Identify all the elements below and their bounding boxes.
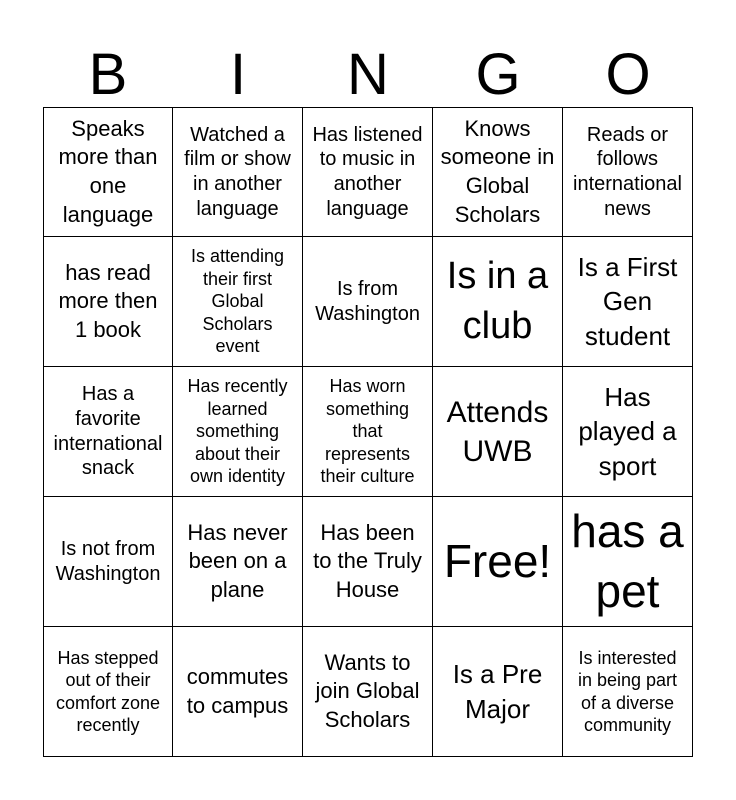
cell-text: Has recently learned something about their own identity <box>187 376 288 487</box>
title-letter-n: N <box>347 42 389 107</box>
bingo-cell[interactable] <box>173 237 303 367</box>
bingo-cell[interactable] <box>563 497 693 627</box>
cell-text: Is attending their first Global Scholars event <box>190 246 285 357</box>
bingo-board <box>43 107 693 757</box>
bingo-cell[interactable] <box>303 627 433 757</box>
cell-text: Is from Washington <box>315 277 420 325</box>
bingo-cell[interactable] <box>43 367 173 497</box>
bingo-cell[interactable] <box>303 367 433 497</box>
bingo-cell[interactable] <box>433 107 563 237</box>
bingo-cell[interactable] <box>173 497 303 627</box>
cell-text: Speaks more than one language <box>58 115 158 227</box>
bingo-cell[interactable] <box>303 497 433 627</box>
bingo-title <box>43 42 693 108</box>
cell-text: Wants to join Global Scholars <box>315 649 420 732</box>
cell-text: Attends UWB <box>446 395 549 468</box>
cell-text: Has stepped out of their comfort zone recently <box>55 647 161 735</box>
cell-text: has a pet <box>571 504 684 617</box>
bingo-cell[interactable] <box>173 107 303 237</box>
bingo-cell[interactable] <box>173 367 303 497</box>
cell-text: Has listened to music in another language <box>312 123 423 220</box>
cell-text: Has been to the Truly House <box>313 519 422 602</box>
cell-text: Is a Pre Major <box>452 659 543 724</box>
cell-text: Free! <box>443 534 552 587</box>
title-letter-b: B <box>88 42 128 107</box>
bingo-cell[interactable] <box>43 627 173 757</box>
cell-text: Is a First Gen student <box>577 252 678 351</box>
cell-text: commutes to campus <box>186 663 289 718</box>
cell-text: Has played a sport <box>578 382 677 481</box>
cell-text: Has a favorite international snack <box>53 383 163 480</box>
bingo-cell[interactable] <box>563 107 693 237</box>
cell-text: Knows someone in Global Scholars <box>440 115 555 227</box>
cell-text: Reads or follows international news <box>573 123 682 220</box>
bingo-cell[interactable] <box>433 237 563 367</box>
bingo-cell[interactable] <box>303 107 433 237</box>
bingo-cell[interactable] <box>43 107 173 237</box>
bingo-cell[interactable] <box>563 627 693 757</box>
cell-text: Is interested in being part of a diverse community <box>577 647 678 735</box>
free-space-cell[interactable] <box>433 497 563 627</box>
bingo-cell[interactable] <box>43 237 173 367</box>
cell-text: Has never been on a plane <box>187 519 288 602</box>
cell-text: Watched a film or show in another language <box>184 123 291 220</box>
cell-text: Has worn something that represents their culture <box>320 376 415 487</box>
title-letter-o: O <box>605 42 651 107</box>
title-letter-g: G <box>475 42 521 107</box>
bingo-cell[interactable] <box>563 367 693 497</box>
bingo-cell[interactable] <box>303 237 433 367</box>
bingo-cell[interactable] <box>43 497 173 627</box>
title-letter-i: I <box>229 42 247 107</box>
cell-text: Is in a club <box>446 255 549 347</box>
bingo-cell[interactable] <box>433 627 563 757</box>
bingo-cell[interactable] <box>433 367 563 497</box>
bingo-cell[interactable] <box>173 627 303 757</box>
bingo-cell[interactable] <box>563 237 693 367</box>
cell-text: has read more then 1 book <box>58 259 158 342</box>
cell-text: Is not from Washington <box>55 537 161 585</box>
